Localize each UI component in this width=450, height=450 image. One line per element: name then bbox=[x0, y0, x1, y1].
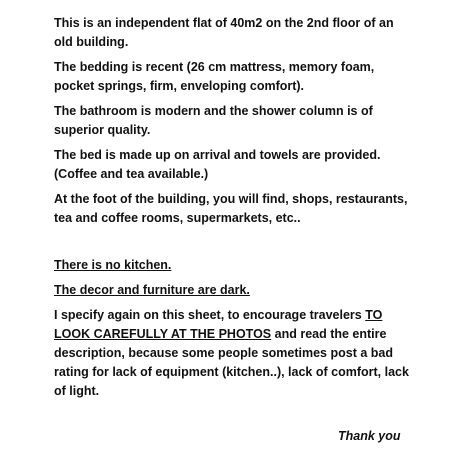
listing-description bbox=[54, 14, 414, 407]
paragraph-flat: This is an independent flat of 40m2 on the 2nd floor of an old building. bbox=[54, 16, 394, 49]
notice-decor: The decor and furniture are dark. bbox=[54, 283, 250, 297]
notice-no-kitchen: There is no kitchen. bbox=[54, 258, 172, 272]
paragraph-bed-towels: The bed is made up on arrival and towels are provided. (Coffee and tea available.) bbox=[54, 148, 381, 181]
paragraph-bathroom: The bathroom is modern and the shower column is of superior quality. bbox=[54, 104, 373, 137]
paragraph-closing bbox=[54, 306, 414, 401]
closing-text-end: and read the entire description, because some people sometimes post a bad rating for lack of equipment (kitchen..), lack of comfort, lack of light. bbox=[54, 327, 409, 398]
closing-emphasis: TO LOOK CAREFULLY AT THE PHOTOS bbox=[54, 308, 383, 341]
signoff: Thank you bbox=[338, 429, 401, 443]
paragraph-neighborhood: At the foot of the building, you will find, shops, restaurants, tea and coffee rooms, supermarkets, etc.. bbox=[54, 192, 408, 225]
paragraph-bedding: The bedding is recent (26 cm mattress, memory foam, pocket springs, firm, enveloping comfort). bbox=[54, 60, 375, 93]
closing-text-start: I specify again on this sheet, to encourage travelers bbox=[54, 308, 366, 322]
